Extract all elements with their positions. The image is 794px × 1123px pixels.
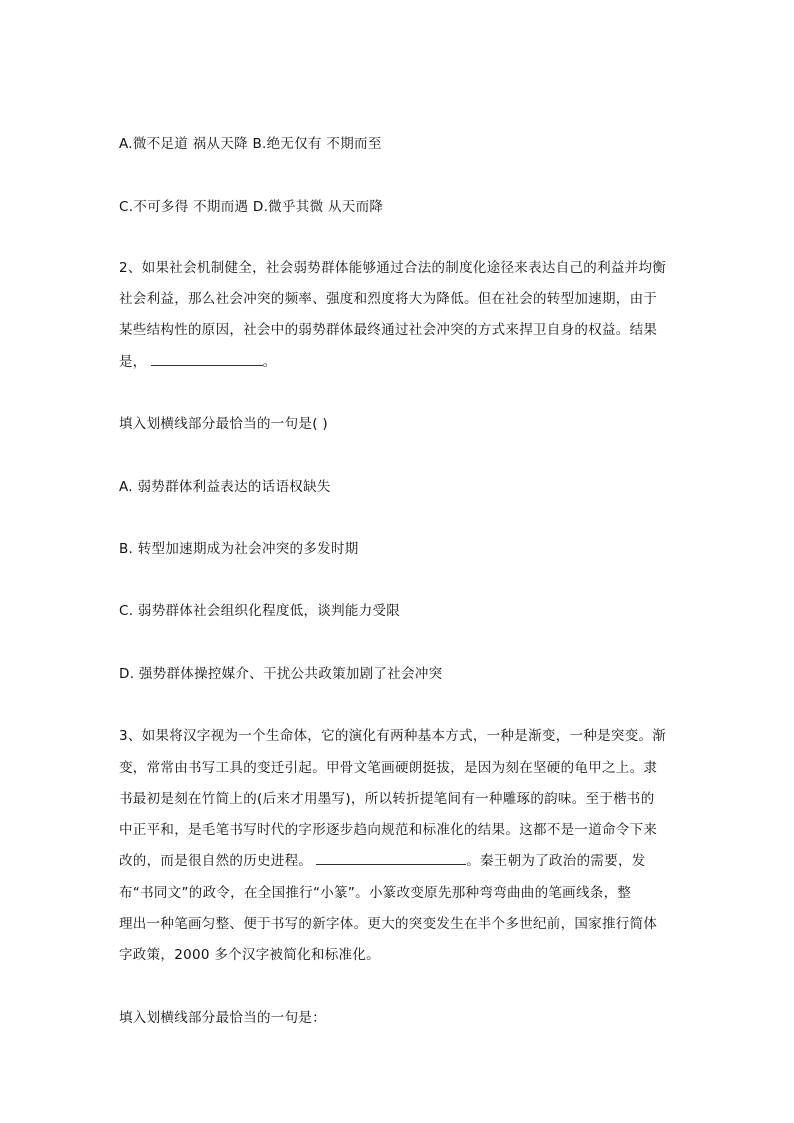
q2-option-b: B. 转型加速期成为社会冲突的多发时期 bbox=[119, 541, 359, 557]
q2-line bbox=[119, 353, 276, 371]
q2-option-a: A. 弱势群体利益表达的话语权缺失 bbox=[119, 479, 331, 495]
q2-last-suffix: 。 bbox=[262, 354, 277, 370]
q3-line: 中正平和，是毛笔书写时代的字形逐步趋向规范和标准化的结果。这都不是一道命令下来 bbox=[119, 822, 658, 838]
q2-line: 某些结构性的原因，社会中的弱势群体最终通过社会冲突的方式来捍卫自身的权益。结果 bbox=[119, 322, 658, 338]
q3-prompt: 填入划横线部分最恰当的一句是： bbox=[119, 1010, 326, 1026]
q2-line: 2、如果社会机制健全，社会弱势群体能够通过合法的制度化途径来表达自己的利益并均衡 bbox=[119, 260, 667, 276]
q2-option-c: C. 弱势群体社会组织化程度低，谈判能力受限 bbox=[119, 603, 401, 619]
q3-line: 字政策，2000 多个汉字被简化和标准化。 bbox=[119, 947, 380, 963]
q3-line: 书最初是刻在竹简上的(后来才用墨写)，所以转折提笔间有一种雕琢的韵味。至于楷书的 bbox=[119, 791, 655, 807]
q1-options-line-1: A.微不足道 祸从天降 B.绝无仅有 不期而至 bbox=[119, 136, 382, 152]
q2-line: 社会利益，那么社会冲突的频率、强度和烈度将大为降低。但在社会的转型加速期，由于 bbox=[119, 291, 658, 307]
q1-options-line-2: C.不可多得 不期而遇 D.微乎其微 从天而降 bbox=[119, 199, 384, 215]
q3-line: 变，常常由书写工具的变迁引起。甲骨文笔画硬朗挺拔，是因为刻在坚硬的龟甲之上。隶 bbox=[119, 760, 658, 776]
q3-line: 理出一种笔画匀整、便于书写的新字体。更大的突变发生在半个多世纪前，国家推行简体 bbox=[119, 916, 658, 932]
q3-line: 布“书同文”的政令，在全国推行“小篆”。小篆改变原先那种弯弯曲曲的笔画线条，整 bbox=[119, 885, 632, 901]
q2-answer-blank bbox=[151, 353, 263, 366]
q3-line: 3、如果将汉字视为一个生命体，它的演化有两种基本方式，一种是渐变，一种是突变。渐 bbox=[119, 728, 667, 744]
q3-blank-suffix: 。秦王朝为了政治的需要，发 bbox=[466, 853, 646, 869]
q3-line bbox=[119, 852, 646, 870]
q2-last-prefix: 是， bbox=[119, 354, 147, 370]
q2-prompt: 填入划横线部分最恰当的一句是( ) bbox=[119, 416, 328, 432]
q2-option-d: D. 强势群体操控媒介、干扰公共政策加剧了社会冲突 bbox=[119, 666, 443, 682]
q3-blank-prefix: 改的，而是很自然的历史进程。 bbox=[119, 853, 313, 869]
q3-answer-blank bbox=[316, 852, 466, 865]
